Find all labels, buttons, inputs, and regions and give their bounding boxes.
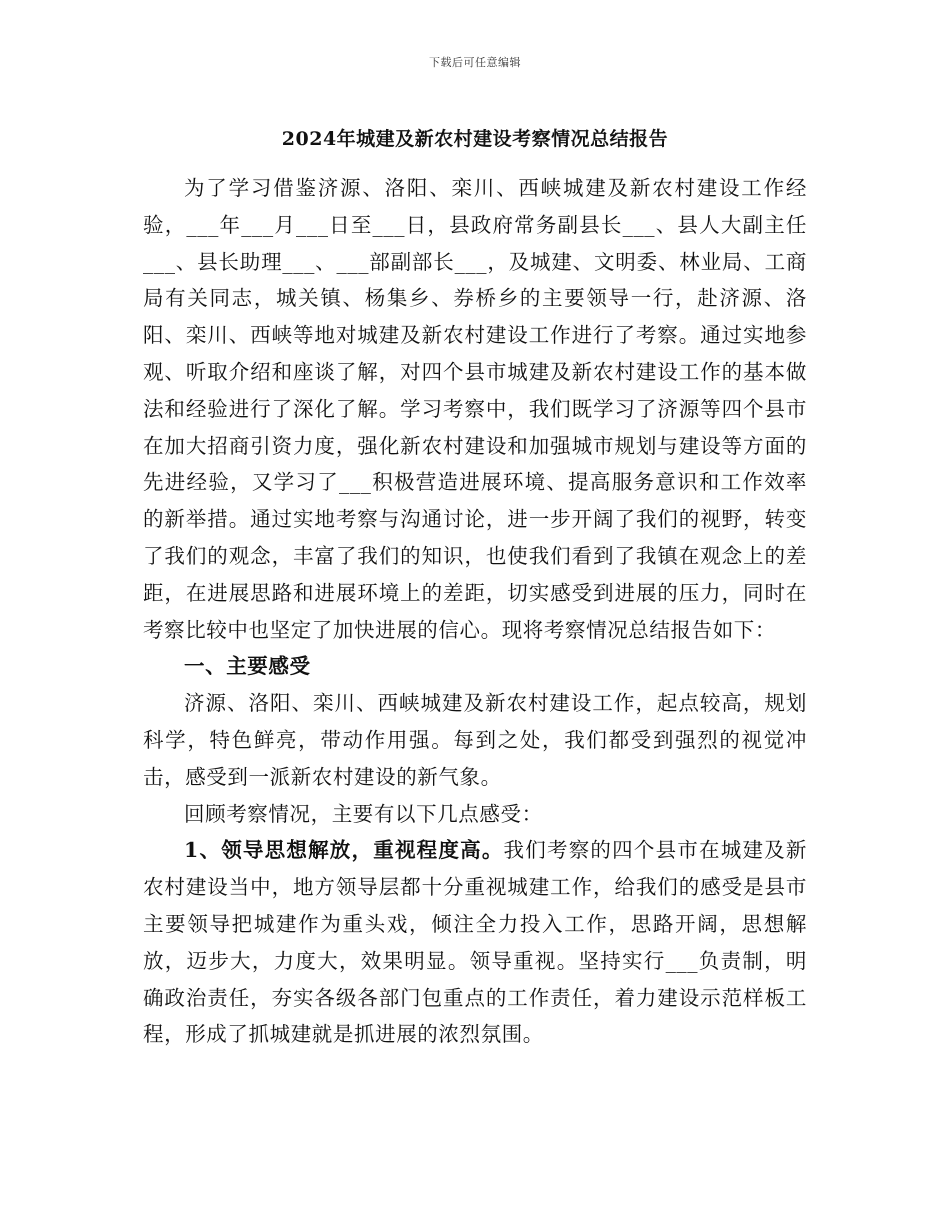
paragraph-intro: 为了学习借鉴济源、洛阳、栾川、西峡城建及新农村建设工作经验，___年___月___日至___日，县政府常务副县长___、县人大副主任___、县长助理___、___部副部长___，及城建、文明委、林业局、工商局有关同志，城关镇、杨集乡、券桥乡的主要领导一行，赴济源、洛阳、栾川、西峡等地对城建及新农村建设工作进行了考察。通过实地参观、听取介绍和座谈了解，对四个县市城建及新农村建设工作的基本做法和经验进行了深化了解。学习考察中，我们既学习了济源等四个县市在加大招商引资力度，强化新农村建设和加强城市规划与建设等方面的先进经验，又学习了___积极营造进展环境、提高服务意识和工作效率的新举措。通过实地考察与沟通讨论，进一步开阔了我们的视野，转变了我们的观念，丰富了我们的知识，也使我们看到了我镇在观念上的差距，在进展思路和进展环境上的差距，切实感受到进展的压力，同时在考察比较中也坚定了加快进展的信心。现将考察情况总结报告如下： <box>143 176 807 642</box>
paragraph-point-1 <box>143 832 807 1053</box>
document-title: 2024年城建及新农村建设考察情况总结报告 <box>281 128 669 150</box>
point-1-text: 我们考察的四个县市在城建及新农村建设当中，地方领导层都十分重视城建工作，给我们的感受是县市主要领导把城建作为重头戏，倾注全力投入工作，思路开阔，思想解放，迈步大，力度大，效果明显。领导重视。坚持实行___负责制，明确政治责任，夯实各级各部门包重点的工作责任，着力建设示范样板工程，形成了抓城建就是抓进展的浓烈氛围。 <box>143 838 807 1047</box>
section-heading: 一、主要感受 <box>184 654 311 679</box>
point-1-lead: 1、领导思想解放，重视程度高。 <box>184 838 504 863</box>
document-body <box>143 170 807 1053</box>
header-note: 下载后可任意编辑 <box>429 56 521 69</box>
paragraph-review: 回顾考察情况，主要有以下几点感受： <box>184 801 543 826</box>
paragraph-overview: 济源、洛阳、栾川、西峡城建及新农村建设工作，起点较高，规划科学，特色鲜亮，带动作用强。每到之处，我们都受到强烈的视觉冲击，感受到一派新农村建设的新气象。 <box>143 691 807 789</box>
